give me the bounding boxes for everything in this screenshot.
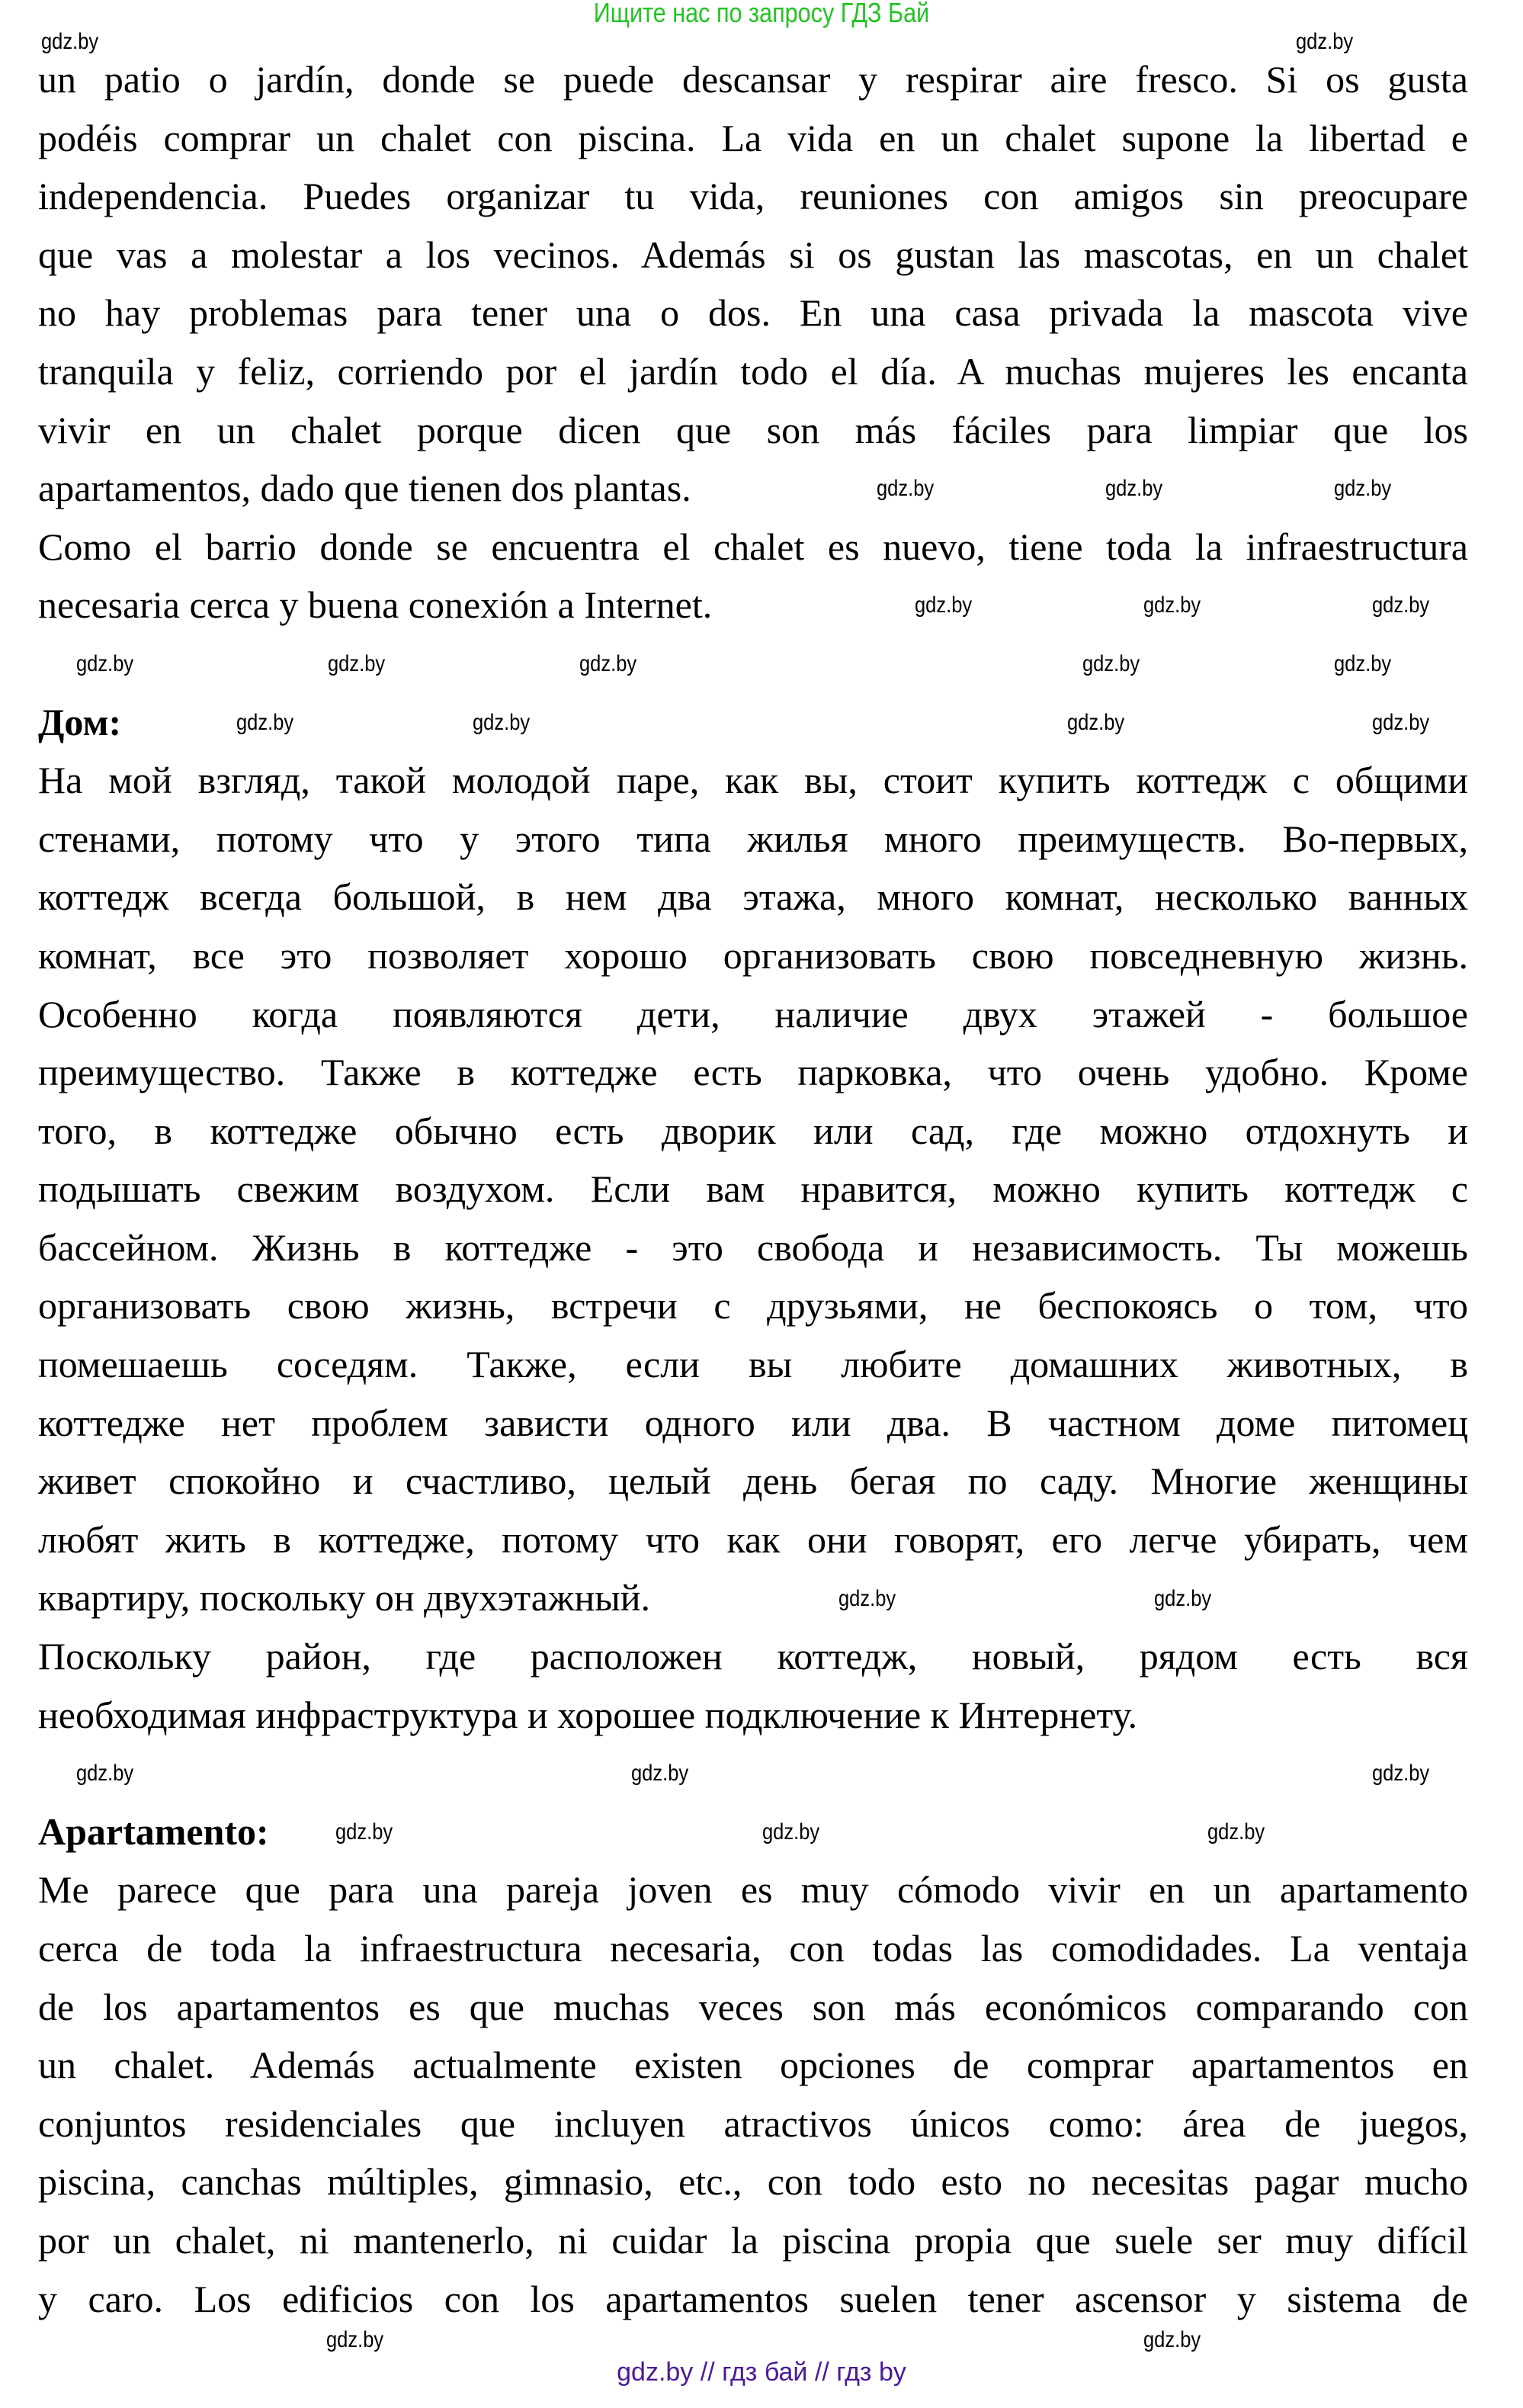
text-line: Como el barrio donde se encuentra el chalet es nuevo, tiene toda la infraestructura [38, 525, 1468, 568]
watermark: gdz.by [1296, 29, 1354, 54]
watermark: gdz.by [1154, 1585, 1212, 1611]
text-line: cerca de toda la infraestructura necesaria, con todas las comodidades. La ventaja [38, 1927, 1468, 1970]
watermark: gdz.by [1067, 709, 1125, 735]
text-line: Me parece que para una pareja joven es muy cómodo vivir en un apartamento [38, 1868, 1468, 1912]
watermark: gdz.by [631, 1761, 689, 1787]
text-line: На мой взгляд, такой молодой паре, как вы, стоит купить коттедж с общими [38, 759, 1468, 802]
watermark: gdz.by [915, 592, 973, 618]
text-line: tranquila y feliz, corriendo por el jardín todo el día. A muchas mujeres les encanta [38, 349, 1468, 393]
watermark: gdz.by [76, 651, 134, 676]
text-line: apartamentos, dado que tienen dos plantas. [38, 467, 691, 510]
watermark: gdz.by [326, 2327, 384, 2352]
watermark: gdz.by [762, 1819, 820, 1845]
text-line: por un chalet, ni mantenerlo, ni cuidar la piscina propia que suele ser muy difícil [38, 2218, 1468, 2262]
text-line: стенами, потому что у этого типа жилья много преимуществ. Во-первых, [38, 817, 1468, 860]
watermark: gdz.by [579, 651, 637, 676]
section-heading: Дом: [38, 700, 122, 743]
watermark: gdz.by [1105, 476, 1163, 502]
text-line: un patio o jardín, donde se puede descansar y respirar aire fresco. Si os gusta [38, 58, 1468, 101]
text-line: vivir en un chalet porque dicen que son más fáciles para limpiar que los [38, 408, 1468, 451]
text-line: помешаешь соседям. Также, если вы любите домашних животных, в [38, 1343, 1468, 1386]
text-line: piscina, canchas múltiples, gimnasio, etc., con todo esto no necesitas pagar mucho [38, 2160, 1468, 2204]
text-line: necesaria cerca y buena conexión a Internet. [38, 583, 713, 627]
text-line: que vas a molestar a los vecinos. Además si os gustan las mascotas, en un chalet [38, 233, 1468, 276]
text-line: бассейном. Жизнь в коттедже - это свобода и независимость. Ты можешь [38, 1225, 1468, 1269]
watermark: gdz.by [1207, 1819, 1265, 1845]
watermark: gdz.by [41, 29, 99, 54]
watermark: gdz.by [1372, 709, 1430, 735]
footer-links[interactable]: gdz.by // гдз бай // гдз by [617, 2358, 906, 2387]
watermark: gdz.by [1082, 651, 1140, 676]
text-line: conjuntos residenciales que incluyen atractivos únicos como: área de juegos, [38, 2101, 1468, 2145]
watermark: gdz.by [236, 709, 294, 735]
watermark: gdz.by [1334, 651, 1392, 676]
text-line: подышать свежим воздухом. Если вам нравится, можно купить коттедж с [38, 1167, 1468, 1211]
text-line: коттедже нет проблем зависти одного или два. В частном доме питомец [38, 1401, 1468, 1444]
text-line: необходимая инфраструктура и хорошее подключение к Интернету. [38, 1693, 1138, 1736]
text-line: de los apartamentos es que muchas veces son más económicos comparando con [38, 1985, 1468, 2028]
watermark: gdz.by [76, 1761, 134, 1787]
text-line: Особенно когда появляются дети, наличие двух этажей - большое [38, 992, 1468, 1035]
watermark: gdz.by [1143, 592, 1201, 618]
text-line: комнат, все это позволяет хорошо организовать свою повседневную жизнь. [38, 933, 1468, 977]
text-line: no hay problemas para tener una o dos. En una casa privada la mascota vive [38, 291, 1468, 335]
text-line: квартиру, поскольку он двухэтажный. [38, 1576, 651, 1620]
text-line: Поскольку район, где расположен коттедж, новый, рядом есть вся [38, 1635, 1468, 1678]
text-line: организовать свою жизнь, встречи с друзьями, не беспокоясь о том, что [38, 1284, 1468, 1328]
text-line: podéis comprar un chalet con piscina. La vida en un chalet supone la libertad e [38, 116, 1468, 159]
text-line: y caro. Los edificios con los apartamentos suelen tener ascensor y sistema de [38, 2277, 1468, 2320]
watermark: gdz.by [1372, 1761, 1430, 1787]
document-body [38, 50, 1468, 2328]
watermark: gdz.by [838, 1585, 896, 1611]
search-banner: Ищите нас по запросу ГДЗ Бай [593, 0, 930, 28]
section-heading: Apartamento: [38, 1809, 269, 1853]
text-line: того, в коттедже обычно есть дворик или сад, где можно отдохнуть и [38, 1109, 1468, 1152]
text-line: любят жить в коттедже, потому что как они говорят, его легче убирать, чем [38, 1517, 1468, 1561]
watermark: gdz.by [1334, 476, 1392, 502]
text-line: живет спокойно и счастливо, целый день бегая по саду. Многие женщины [38, 1459, 1468, 1503]
text-line: коттедж всегда большой, в нем два этажа, много комнат, несколько ванных [38, 875, 1468, 919]
text-line: un chalet. Además actualmente existen opciones de comprar apartamentos en [38, 2044, 1468, 2087]
watermark: gdz.by [335, 1819, 393, 1845]
watermark: gdz.by [1372, 592, 1430, 618]
text-line: преимущество. Также в коттедже есть парковка, что очень удобно. Кроме [38, 1051, 1468, 1094]
watermark: gdz.by [877, 476, 935, 502]
watermark: gdz.by [1143, 2327, 1201, 2352]
watermark: gdz.by [328, 651, 386, 676]
text-line: independencia. Puedes organizar tu vida, reuniones con amigos sin preocupare [38, 175, 1468, 218]
watermark: gdz.by [473, 709, 531, 735]
